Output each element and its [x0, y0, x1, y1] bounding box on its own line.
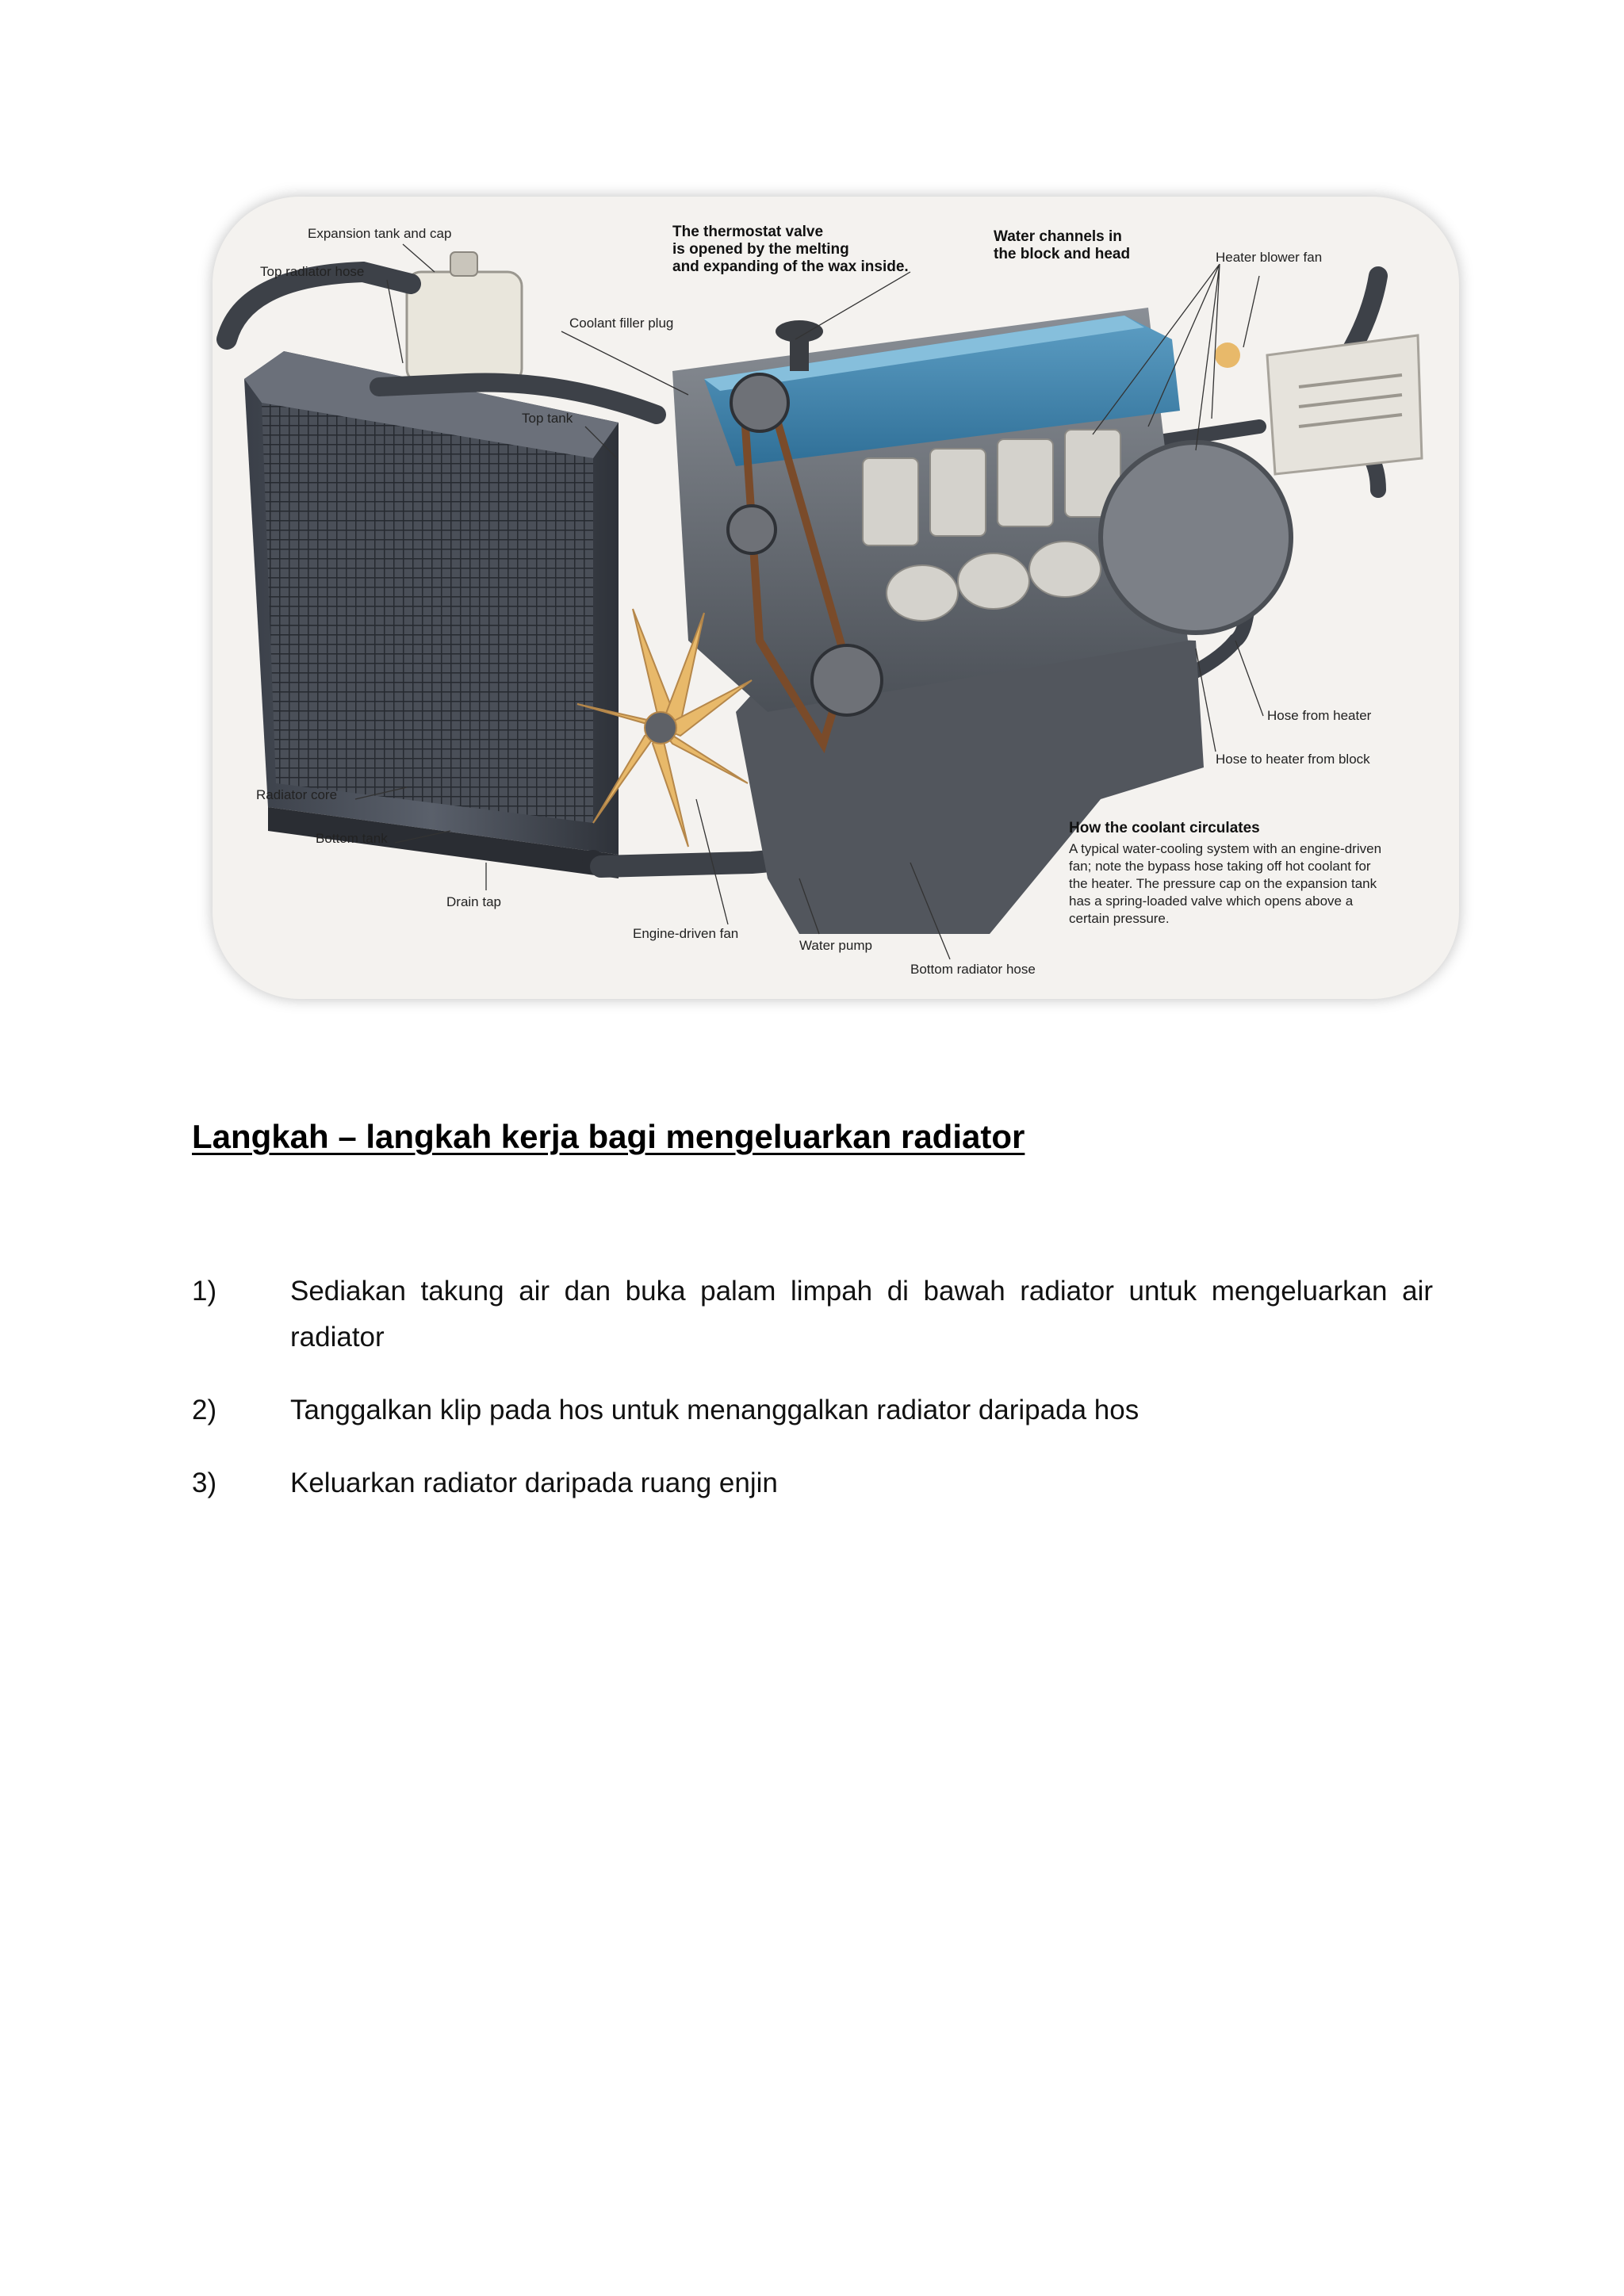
step-item: [192, 1460, 1433, 1506]
step-number: 3): [192, 1468, 217, 1498]
step-text: Sediakan takung air dan buka palam limpah di bawah radiator untuk mengeluarkan air radiator: [290, 1276, 1433, 1353]
step-item: [192, 1269, 1433, 1360]
label-bottom-radiator-hose: Bottom radiator hose: [910, 962, 1036, 977]
label-thermostat-line2: is opened by the melting: [672, 241, 849, 258]
step-number: 1): [192, 1276, 217, 1307]
cooling-system-illustration: [213, 197, 1459, 999]
caption-line2: fan; note the bypass hose taking off hot coolant for: [1069, 859, 1371, 874]
caption-title: How the coolant circulates: [1069, 820, 1260, 836]
caption-line3: the heater. The pressure cap on the expansion tank: [1069, 876, 1377, 891]
label-thermostat-line1: The thermostat valve: [672, 224, 824, 240]
label-water-pump: Water pump: [799, 938, 872, 953]
cooling-system-figure: [213, 197, 1459, 999]
caption-line1: A typical water-cooling system with an engine-driven: [1069, 841, 1382, 856]
label-heater-blower-fan: Heater blower fan: [1216, 250, 1323, 265]
step-text: Keluarkan radiator daripada ruang enjin: [290, 1468, 778, 1498]
label-water-channels-line1: Water channels in: [994, 228, 1122, 245]
step-number: 2): [192, 1395, 217, 1425]
label-radiator-core: Radiator core: [256, 787, 338, 802]
section-heading: Langkah – langkah kerja bagi mengeluarkan radiator: [192, 1118, 1025, 1155]
label-top-radiator-hose: Top radiator hose: [260, 264, 365, 279]
label-drain-tap: Drain tap: [446, 894, 501, 909]
label-expansion-tank: Expansion tank and cap: [308, 226, 452, 241]
step-item: [192, 1387, 1433, 1433]
step-text: Tanggalkan klip pada hos untuk menanggalkan radiator daripada hos: [290, 1395, 1139, 1425]
label-top-tank: Top tank: [522, 411, 573, 426]
label-hose-from-heater: Hose from heater: [1267, 708, 1372, 723]
label-engine-driven-fan: Engine-driven fan: [633, 926, 739, 941]
label-coolant-filler-plug: Coolant filler plug: [569, 316, 674, 331]
label-bottom-tank: Bottom tank: [316, 831, 388, 846]
expansion-tank-drawing: [407, 252, 522, 383]
flywheel-drawing: [1101, 442, 1291, 633]
heater-unit-drawing: [1215, 335, 1422, 474]
label-thermostat-line3: and expanding of the wax inside.: [672, 258, 909, 275]
label-hose-to-heater: Hose to heater from block: [1216, 752, 1370, 767]
caption-line4: has a spring-loaded valve which opens above a: [1069, 894, 1354, 909]
steps-list: [192, 1269, 1433, 1533]
caption-line5: certain pressure.: [1069, 911, 1170, 926]
label-water-channels-line2: the block and head: [994, 246, 1131, 262]
